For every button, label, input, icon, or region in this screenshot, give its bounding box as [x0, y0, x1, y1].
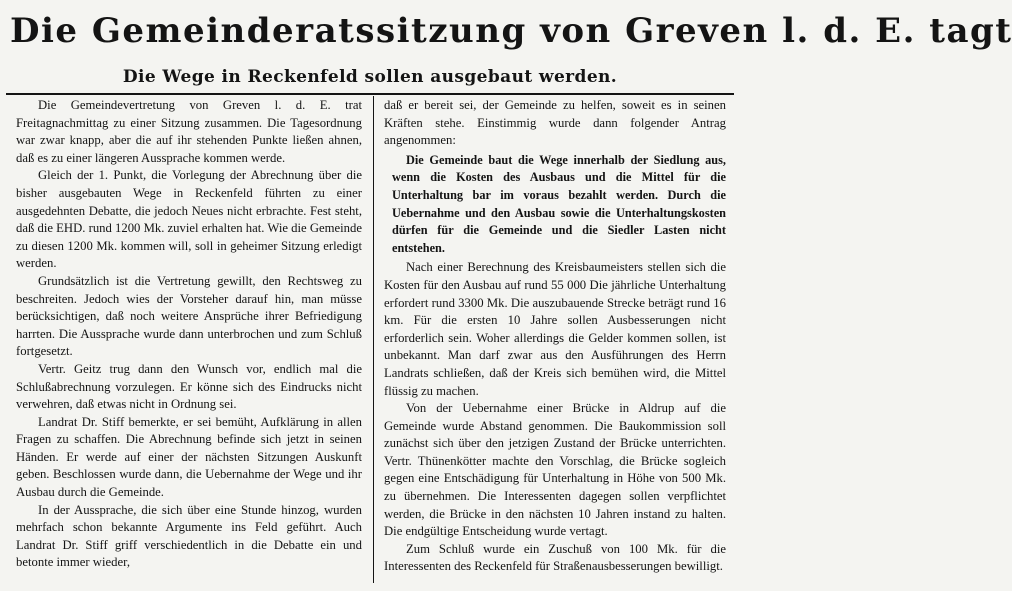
paragraph: Gleich der 1. Punkt, die Vorlegung der Abrechnung über die bisher ausgebauten Wege in Reckenfeld führten zu einer ausgedehnten Debatte, die jedoch Neues nicht erbrachte. Fest steht, daß die EHD. rund 1200 Mk. zuviel erhalten hat. Wie die Gemeinde zu diesen 1200 Mk. kommen will, soll in geheimer Sitzung erledigt werden.	[16, 168, 362, 271]
paragraph: In der Aussprache, die sich über eine Stunde hinzog, wurden mehrfach schon bekannte Argumente ins Feld geführt. Auch Landrat Dr. Stiff griff verschiedentlich in die Debatte ein und betonte immer wieder,	[16, 502, 362, 570]
right-column	[384, 97, 726, 576]
column-divider	[373, 96, 374, 583]
paragraph: Die Gemeindevertretung von Greven l. d. E. trat Freitagnachmittag zu einer Sitzung zusammen. Die Tagesordnung war zwar knapp, aber die auf ihr stehenden Punkte ließen ahnen, daß es zu einer längeren Aussprache kommen werde.	[16, 98, 362, 165]
paragraph-continuation: daß er bereit sei, der Gemeinde zu helfen, soweit es in seinen Kräften stehe. Einstimmig wurde dann folgender Antrag angenommen:	[384, 98, 726, 148]
article-headline: Die Gemeinderatssitzung von Greven l. d. E. tagt	[10, 11, 1012, 51]
resolution-text: Die Gemeinde baut die Wege innerhalb der Siedlung aus, wenn die Kosten des Ausbaus und die Mittel für die Unterhaltung bar im voraus bezahlt werden. Durch die Uebernahme und den Ausbau sowie die Unterhaltungskosten dürfen für die Gemeinde und die Siedler Lasten nicht entstehen.	[392, 152, 726, 255]
paragraph: Landrat Dr. Stiff bemerkte, er sei bemüht, Aufklärung in allen Fragen zu schaffen. Die Abrechnung befinde sich jetzt in seinen Händen. Er werde auf einer der nächsten Sitzungen Auskunft geben. Beschlossen wurde dann, die Uebernahme der Wege und ihr Ausbau durch die Gemeinde.	[16, 414, 362, 500]
paragraph: Zum Schluß wurde ein Zuschuß von 100 Mk. für die Interessenten des Reckenfeld für Straßenausbesserungen bewilligt.	[384, 541, 726, 574]
article-subheadline: Die Wege in Reckenfeld sollen ausgebaut werden.	[122, 67, 618, 87]
headline-rule	[6, 93, 734, 95]
paragraph: Grundsätzlich ist die Vertretung gewillt, den Rechtsweg zu beschreiten. Jedoch wies der Vorsteher darauf hin, man müsse berücksichtigen, daß noch weitere Ansprüche ihrer Befriedigung harrten. Die Aussprache wurde dann unterbrochen und zum Schluß fortgesetzt.	[16, 273, 362, 359]
paragraph: Von der Uebernahme einer Brücke in Aldrup auf die Gemeinde wurde Abstand genommen. Die Baukommission soll zunächst sich über den jetzigen Zustand der Brücke unterrichten. Vertr. Thünenkötter machte den Vorschlag, die Brücke sogleich gegen eine Entschädigung für Unterhaltung in Höhe von 500 Mk. zu übernehmen. Die Interessenten dagegen sollen verpflichtet werden, die Brücke in den nächsten 10 Jahren instand zu halten. Die endgültige Entscheidung wurde vertagt.	[384, 401, 726, 539]
paragraph: Nach einer Berechnung des Kreisbaumeisters stellen sich die Kosten für den Ausbau auf rund 55 000 Die jährliche Unterhaltung erfordert rund 3300 Mk. Die auszubauende Strecke beträgt rund 16 km. Für die ersten 10 Jahre sollen Ausbesserungen nicht erforderlich sein. Woher allerdings die Gelder kommen sollen, ist unbekannt. Man darf zwar aus den Ausführungen des Herrn Landrats schließen, daß der Kreis sich bemühen wird, die Mittel flüssig zu machen.	[384, 260, 726, 398]
paragraph: Vertr. Geitz trug dann den Wunsch vor, endlich mal die Schlußabrechnung vorzulegen. Er könne sich des Eindrucks nicht verwehren, daß etwas nicht in Ordnung sei.	[16, 361, 362, 412]
left-column	[16, 97, 362, 572]
